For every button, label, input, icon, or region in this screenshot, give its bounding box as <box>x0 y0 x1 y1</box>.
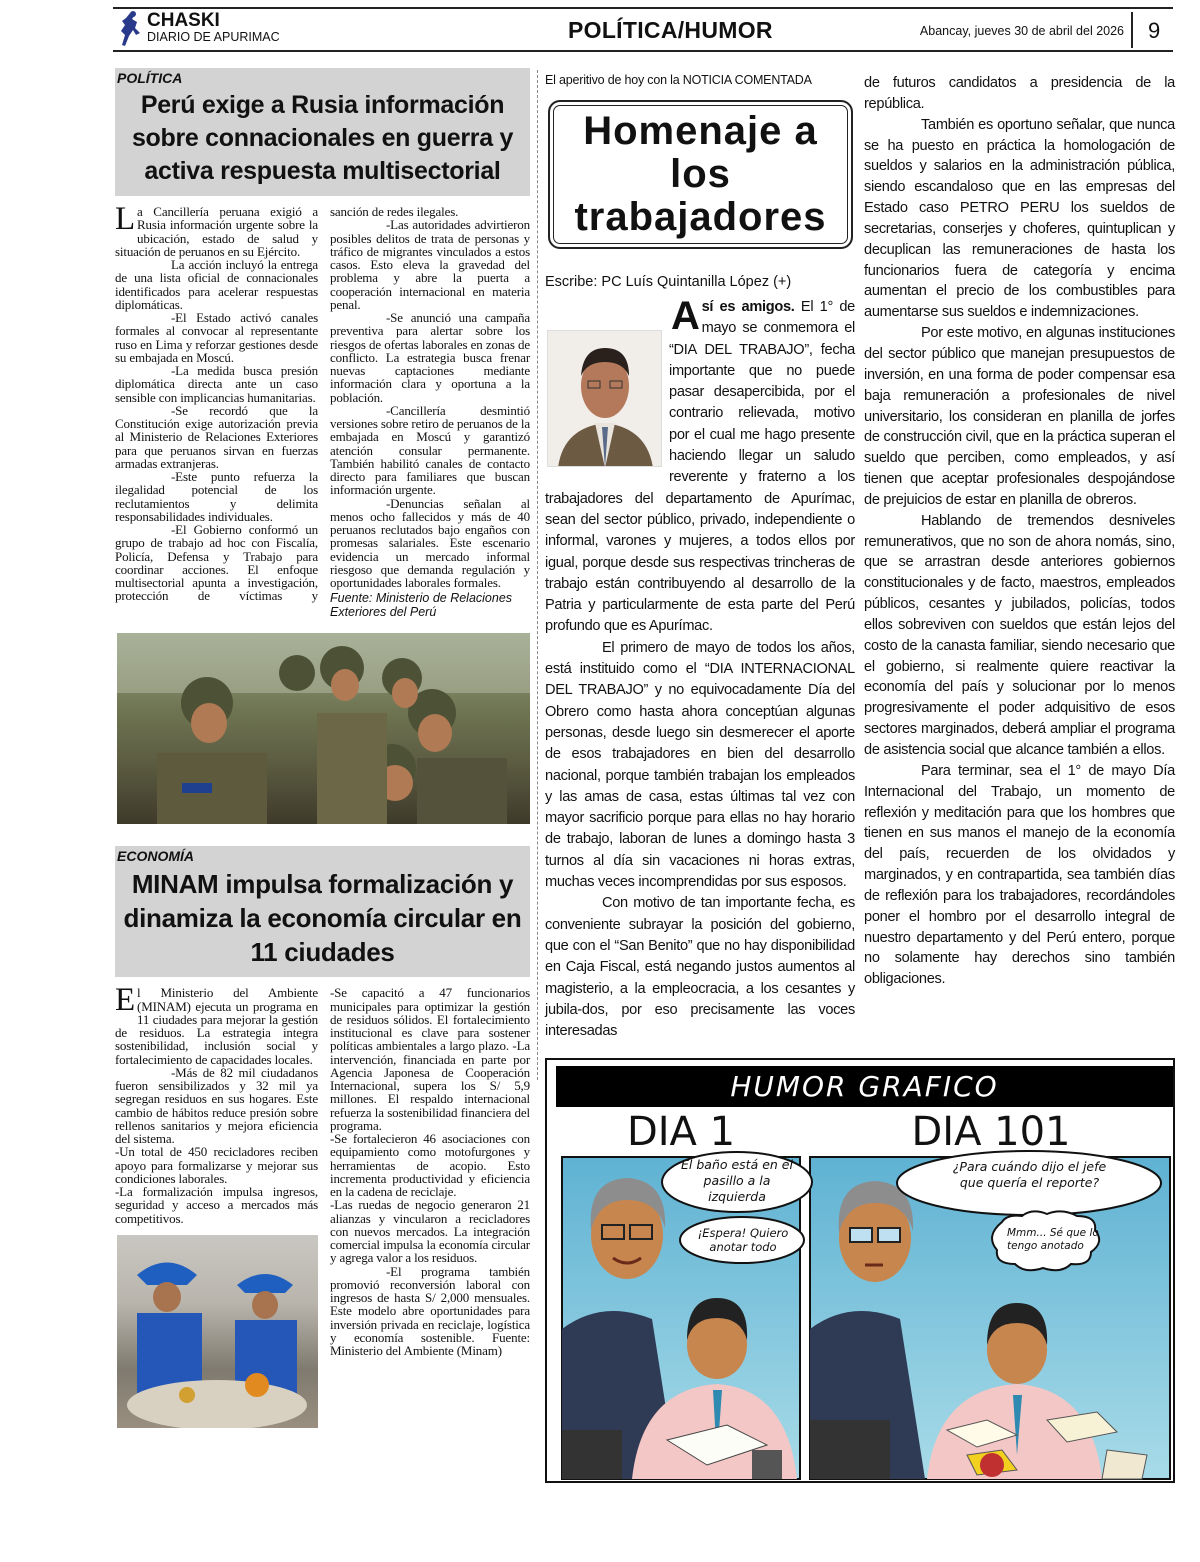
politics-kicker: POLÍTICA <box>117 70 183 86</box>
panel-1-bubble-2: ¡Espera! Quiero anotar todo <box>697 1226 789 1255</box>
logo <box>117 10 287 48</box>
logo-subtitle: DIARIO DE APURIMAC <box>147 30 280 44</box>
column-author: Escribe: PC Luís Quintanilla López (+) <box>545 274 792 290</box>
issue-date: Abancay, jueves 30 de abril del 2026 <box>919 24 1124 38</box>
paragraph-text: -Se anunció una campaña preventiva para alertar sobre los riesgos de ofertas laborales en zonas de conflicto. La estrategia busca frenar nuevas captaciones mediante información clara y oportuna a la población. <box>330 310 530 405</box>
economy-column-1 <box>115 982 318 1226</box>
paragraph <box>115 1145 318 1185</box>
chaski-runner-icon <box>117 10 145 50</box>
paragraph-text: -Se capacitó a 47 funcionarios municipales para optimizar la gestión de residuos sólidos. El fortalecimiento institucional es clave para sostener políticas ambientales a largo plazo. -La intervención, financiada en parte por Agencia Japonesa de Cooperación Internacional, supera los S/ 5,9 millones. El respaldo internacional refuerza la sostenibilidad financiera del programa. <box>330 985 530 1133</box>
header-top-rule <box>113 7 1173 9</box>
column-lead-text: El 1° de mayo se conmemora el “DIA DEL TRABAJO”, fecha importante que no puede pasar desapercibida, por el contrario relievada, motivo por el cual me hago presente haciendo llegar un saludo reverente y fraterno a los trabajadores del departamento de Apurímac, sean del sector público, privado, independiente o informal, varones y mujeres, a todos ellos por igual, porque desde sus respectivas trincheras de trabajo están contribuyendo al desarrollo de la Patria y particularmente de esta parte del Perú profundo que es Apurímac. <box>545 299 855 635</box>
page-number: 9 <box>1148 18 1161 43</box>
paragraph <box>115 1185 318 1225</box>
paragraph <box>330 986 530 1132</box>
paragraph-text: sanción de redes ilegales. <box>330 204 459 219</box>
economy-article <box>115 846 530 1428</box>
humor-title: HUMOR GRAFICO <box>730 1070 999 1104</box>
paragraph <box>115 311 318 364</box>
panel-1-bubble-1: El baño está en el pasillo a la izquierda <box>681 1157 793 1205</box>
logo-name: CHASKI <box>147 10 220 31</box>
panel-2-bubble-2: Mmm... Sé que lo tengo anotado <box>1007 1227 1099 1253</box>
humor-comic <box>545 1058 1175 1483</box>
paragraph <box>864 115 1175 323</box>
paragraph-text: a Cancillería peruana exigió a Rusia información urgente sobre la ubicación, estado de salud y situación de peruanos en su Ejército. <box>115 204 318 259</box>
paragraph-text: Con motivo de tan importante fecha, es conveniente subrayar la posición del gobierno, que con el “San Benito” que no hay disponibilidad en Caja Fiscal, está negando justos aumentos al magisterio, a la empleocracia, a los cesantes y jubila-dos, por eso precisamente las voces interesadas <box>545 895 855 1040</box>
paragraph <box>115 404 318 470</box>
paragraph-text: También es oportuno señalar, que nunca se ha puesto en práctica la homologación de sueldos y salarios en la administración pública, siendo escandaloso que en las empresas del Estado caso PETRO PERU los sueldos de secretarias, conserjes y choferes, quintuplican y decuplican las remuneraciones de hasta los funcionarios fuera de categoría y encima aumentan el precio de los combustibles para aumentarse sus sueldos e indemnizaciones. <box>864 116 1175 321</box>
column-divider <box>537 70 538 1080</box>
economy-headline-box <box>115 846 530 977</box>
paragraph-text: l Ministerio del Ambiente (MINAM) ejecuta un programa en 11 ciudades para mejorar la gestión de residuos. La estrategia integra sostenibilidad, inclusión social y fortalecimiento de capacidades locales. <box>115 985 318 1067</box>
paragraph <box>115 364 318 404</box>
paragraph <box>330 311 530 404</box>
paragraph-text: de futuros candidatos a presidencia de la república. <box>864 75 1175 112</box>
section-title: POLÍTICA/HUMOR <box>568 17 773 43</box>
paragraph <box>330 1198 530 1264</box>
paragraph <box>864 323 1175 511</box>
paragraph-text: La acción incluyó la entrega de una lista oficial de connacionales identificados para acelerar respuestas diplomáticas. <box>115 257 318 312</box>
paragraph-text: -Denuncias señalan al menos ocho fallecidos y más de 40 peruanos reclutados bajo engaños con promesas salariales. Este escenario evidencia un mercado informal riesgoso que demanda regulación y oportunidades laborales formales. <box>330 495 530 590</box>
paragraph-text: -Se fortalecieron 46 asociaciones con equipamiento como motofurgones y herramientas de acopio. Esto incrementa productividad y eficiencia en la cadena de reciclaje. <box>330 1131 530 1199</box>
column-middle-rest <box>545 638 855 1043</box>
panel-2-bubble-1: ¿Para cuándo dijo el jefe que quería el reporte? <box>952 1159 1107 1191</box>
opinion-grid <box>545 73 1175 1042</box>
column-kicker: El aperitivo de hoy con la NOTICIA COMENTADA <box>545 73 812 87</box>
page-number-divider <box>1131 12 1133 48</box>
paragraph <box>864 73 1175 115</box>
paragraph <box>115 1066 318 1146</box>
paragraph <box>545 638 855 894</box>
soldiers-photo <box>117 633 530 824</box>
paragraph <box>330 497 530 590</box>
politics-headline-box <box>115 68 530 196</box>
economy-column-2 <box>330 986 530 1357</box>
paragraph <box>115 258 318 311</box>
paragraph-text: -La medida busca presión diplomática directa ante un caso sensible con implicancias humanitarias. <box>115 363 318 405</box>
column-title: Homenaje a los trabajadores <box>574 109 827 239</box>
paragraph <box>330 1132 530 1198</box>
economy-column-1-wrap <box>115 982 318 1428</box>
politics-headline: Perú exige a Rusia información sobre connacionales en guerra y activa respuesta multisectorial <box>131 91 514 185</box>
header-bottom-rule <box>113 50 1173 52</box>
column-lead-bold: sí es amigos. <box>701 299 795 315</box>
paragraph-text: El primero de mayo de todos los años, está instituido como el “DIA INTERNACIONAL DEL TRABAJO” y no equivocadamente Día del Obrero como hasta ahora conceptúan algunas personas, desde luego sin desmerecer el aporte de esos trabajadores en bien del desarrollo nacional, porque también trabajan los empleados y las amas de casa, estas últimas tal vez con mayor sacrificio porque para ellas no hay horario de trabajo, laboran de lunes a domingo hasta 3 turnos al día sin vacaciones ni horas extras, muchas veces incomprendidas por sus esposos. <box>545 639 855 891</box>
paragraph-text: -Las autoridades advirtieron posibles delitos de trata de personas y tráfico de migrantes vinculados a estos casos. Esto eleva la gravedad del problema y abre la puerta a cooperación internacional en materia penal. <box>330 217 530 312</box>
panel-2-label: DIA 101 <box>911 1109 1071 1156</box>
paragraph-text: Para terminar, sea el 1° de mayo Día Internacional del Trabajo, un momento de reflexión y meditación para que los hombres que tienen en sus manos el manejo de la economía del país, recuerden de los olvidados y marginados, y en contrapartida, sea también días de reflexión para los trabajadores, recordándoles poner el hombro por el desarrollo integral de nuestro departamento y del Perú entero, porque no solamente hay derechos sino también obligaciones. <box>864 762 1175 988</box>
drop-cap: E <box>115 982 136 1019</box>
paragraph-text: -El Estado activó canales formales al convocar al representante ruso en Lima y reforzar gestiones desde su embajada en Moscú. <box>115 310 318 365</box>
paragraph <box>115 982 318 1067</box>
left-region <box>115 68 530 1428</box>
economy-columns <box>115 982 530 1428</box>
economy-headline: MINAM impulsa formalización y dinamiza la economía circular en 11 ciudades <box>123 869 522 968</box>
author-photo <box>547 330 662 467</box>
column-middle <box>545 294 855 1042</box>
paragraph <box>545 893 855 1042</box>
paragraph-text: -El Gobierno conformó un grupo de trabajo ad hoc con Fiscalía, Policía, Defensa y Trabajo para coordinar acciones. El enfoque multisectorial apunta a investigación, protección de víctimas y <box>115 522 318 604</box>
paragraph <box>864 761 1175 990</box>
paragraph-text: -Las ruedas de negocio generaron 21 alianzas y vincularon a recicladores con nuevos mercados. La integración comercial impulsa la economía circular y agrega valor a los residuos. <box>330 1197 530 1266</box>
drop-cap: L <box>115 201 136 237</box>
paragraph-text: -El programa también promovió reconversión laboral con ingresos de hasta S/ 2,000 mensuales. Este modelo abre oportunidades para inversión privada en reciclaje, logística y economía sostenible. Fuente: Ministerio del Ambiente (Minam) <box>330 1263 530 1358</box>
politics-column-2-wrap <box>330 205 530 619</box>
author-photo-float <box>545 297 669 487</box>
politics-source: Fuente: Ministerio de Relaciones Exteriores del Perú <box>330 591 513 620</box>
paragraph <box>115 470 318 523</box>
paragraph-text: Por este motivo, en algunas instituciones del sector público que manejan presupuestos de inversión, en una forma de poder compensar esa baja remuneración a profesionales de nivel universitario, los consideran en planilla de jorfes de construcción civil, que en la práctica superan el sueldo que perciben, como empleados, y así tienen que aceptar profesionales despojándose de prejuicios de estar en planilla de obreros. <box>864 325 1175 508</box>
paragraph <box>115 523 318 603</box>
recyclers-photo <box>117 1235 318 1428</box>
paragraph <box>330 1265 530 1358</box>
paragraph-text: -La formalización impulsa ingresos, seguridad y acceso a mercados más competitivos. <box>115 1184 318 1226</box>
paragraph-text: -Se recordó que la Constitución exige autorización previa al Ministerio de Relaciones Exteriores para que peruanos sirvan en fuerzas armadas extranjeras. <box>115 402 318 471</box>
paragraph-text: -Este punto refuerza la ilegalidad potencial de los reclutamientos y delimita responsabilidades individuales. <box>115 469 318 524</box>
paragraph <box>864 511 1175 761</box>
right-region <box>545 73 1175 1483</box>
paragraph <box>115 201 318 259</box>
panel-1-label: DIA 1 <box>626 1109 736 1156</box>
paragraph <box>330 404 530 497</box>
paragraph-text: -Un total de 450 recicladores reciben apoyo para formalizarse y mejorar sus condiciones laborales. <box>115 1144 318 1186</box>
paragraph-text: -Más de 82 mil ciudadanos fueron sensibilizados y 32 mil ya segregan residuos en sus hogares. Este cambio de hábitos reduce presión sobre rellenos sanitarios y mejora eficiencia del sistema. <box>115 1064 318 1146</box>
politics-article <box>115 68 530 619</box>
politics-column-1 <box>115 201 318 604</box>
column-title-box <box>548 100 853 249</box>
politics-columns <box>115 201 530 620</box>
column-right <box>864 73 1175 990</box>
paragraph <box>330 218 530 311</box>
paragraph <box>330 205 530 218</box>
paragraph-text: -Cancillería desmintió versiones sobre retiro de peruanos de la embajada en Moscú y garantizó atención consular permanente. También habilitó canales de contacto directo para familiares que buscan información urgente. <box>330 402 530 498</box>
paragraph-text: Hablando de tremendos desniveles remunerativos, que no son de ahora nomás, sino, que se arrastran desde anteriores gobiernos constitucionales y de facto, maestros, empleados públicos, cesantes y jubilados, policías, todos ellos sobreviven con sueldos que están lejos del costo de la canasta familiar, siendo necesario que el gobierno, si realmente quiere reactivar la economía del país y solucionar por lo menos progresivamente el poder adquisitivo de esos sectores marginados, deberá ampliar el programa de asistencia social que alcance también a ellos. <box>864 512 1175 758</box>
economy-kicker: ECONOMÍA <box>117 848 194 865</box>
politics-column-2 <box>330 205 530 589</box>
column-drop-cap: A <box>671 294 700 338</box>
column-middle-wrap <box>545 73 855 1042</box>
